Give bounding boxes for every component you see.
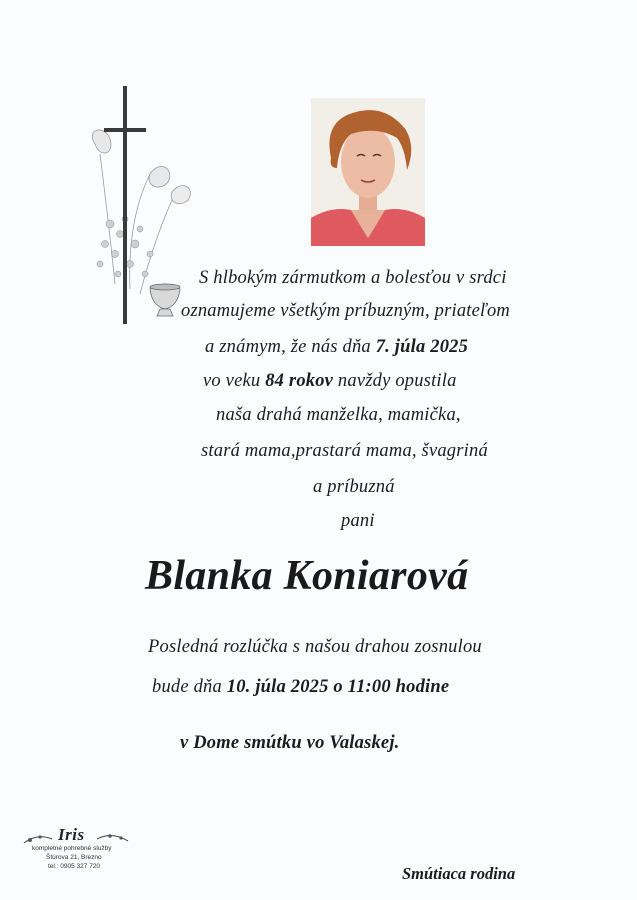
intro-line-1: S hlbokým zármutkom a bolesťou v srdci (199, 268, 507, 288)
intro-line-2: oznamujeme všetkým príbuzným, priateľom (181, 301, 510, 321)
signature: Smútiaca rodina (402, 864, 516, 883)
cross-with-flowers-icon (80, 84, 200, 329)
death-date: 7. júla 2025 (375, 337, 469, 357)
intro-line-5: naša drahá manželka, mamička, (216, 405, 461, 425)
logo-brand: Iris (58, 825, 85, 844)
intro-line-7: a príbuzná (313, 477, 395, 497)
farewell-datetime: 10. júla 2025 o 11:00 hodine (226, 677, 450, 697)
funeral-service-logo (22, 825, 132, 875)
intro-line-4: vo veku 84 rokov navždy opustila (203, 371, 457, 391)
intro-line-6: stará mama,prastará mama, švagriná (201, 441, 488, 461)
logo-tagline: kompletné pohrebné služby (32, 845, 112, 852)
farewell-line-2: bude dňa 10. júla 2025 o 11:00 hodine (152, 677, 450, 697)
portrait-photo (311, 98, 425, 246)
logo-phone: tel.: 0905 327 720 (48, 863, 101, 870)
intro-line-8: pani (341, 511, 375, 531)
logo-address: Štúrova 21, Brezno (46, 854, 102, 861)
deceased-name: Blanka Koniarová (145, 553, 469, 599)
intro-line-3: a známym, že nás dňa 7. júla 2025 (205, 337, 469, 357)
farewell-line-1: Posledná rozlúčka s našou drahou zosnulou (148, 637, 482, 657)
farewell-place: v Dome smútku vo Valaskej. (180, 733, 400, 753)
age: 84 rokov (265, 371, 334, 391)
